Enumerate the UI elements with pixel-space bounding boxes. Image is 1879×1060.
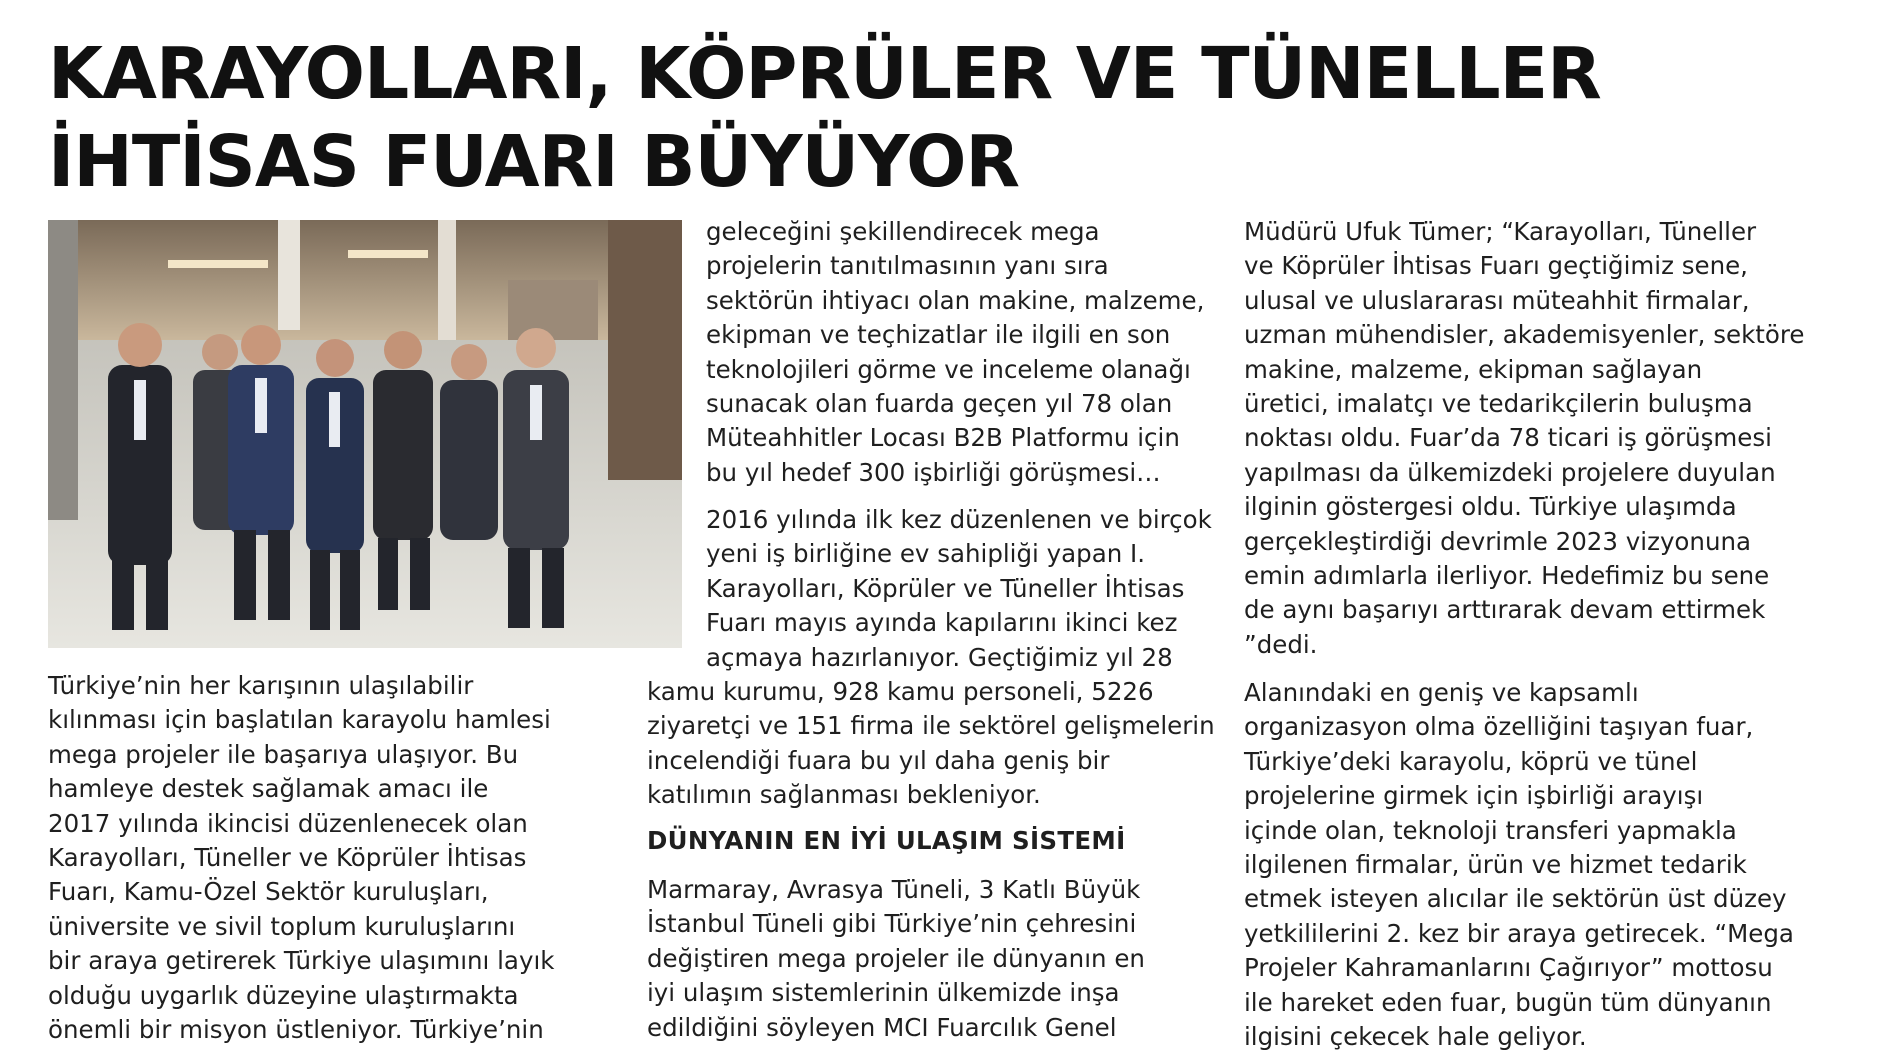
text-line: yapılması da ülkemizdeki projelere duyulan [1244,457,1776,487]
text-line: önemli bir misyon üstleniyor. Türkiye’nin [48,1015,544,1045]
article-photo [48,220,682,648]
text-line: edildiğini söyleyen MCI Fuarcılık Genel [647,1012,1117,1042]
text-line: iyi ulaşım sistemlerinin ülkemizde inşa [647,978,1120,1008]
column-2-paragraph-1 [706,215,1204,490]
text-line: ilgilenen firmalar, ürün ve hizmet tedarik [1244,850,1747,880]
text-line: ulusal ve uluslararası müteahhit firmalar, [1244,285,1750,315]
text-line: kılınması için başlatılan karayolu hamlesi [48,705,551,735]
text-line: geleceğini şekillendirecek mega [706,217,1100,246]
delegation-walking-photo [48,220,682,648]
text-line: kamu kurumu, 928 kamu personeli, 5226 [647,677,1154,706]
text-line: yeni iş birliğine ev sahipliği yapan I. [706,539,1146,569]
text-line: değiştiren mega projeler ile dünyanın en [647,943,1145,973]
column-2-paragraph-3 [647,873,1145,1045]
text-line: İstanbul Tüneli gibi Türkiye’nin çehresini [647,909,1137,939]
text-line: üniversite ve sivil toplum kuruluşlarını [48,911,516,941]
text-line: bir araya getirerek Türkiye ulaşımını layık [48,946,555,976]
text-line: ”dedi. [1244,629,1318,659]
text-line: Fuarı mayıs ayında kapılarını ikinci kez [706,608,1178,638]
text-line: uzman mühendisler, akademisyenler, sektöre [1244,320,1805,350]
text-line: katılımın sağlanması bekleniyor. [647,780,1041,810]
article-headline [48,30,1601,206]
column-1-paragraph [48,669,608,1047]
text-line: Müteahhitler Locası B2B Platformu için [706,423,1180,453]
text-line: etmek isteyen alıcılar ile sektörün üst düzey [1244,884,1787,914]
text-line: teknolojileri görme ve inceleme olanağı [706,354,1191,384]
text-line: Türkiye’nin her karışının ulaşılabilir [48,671,474,700]
column-3-paragraph-1 [1244,215,1804,662]
text-line: ziyaretçi ve 151 firma ile sektörel gelişmelerin [647,711,1215,741]
text-line: bu yıl hedef 300 işbirliği görüşmesi… [706,457,1161,487]
text-line: Fuarı, Kamu-Özel Sektör kuruluşları, [48,877,489,907]
text-line: yetkililerini 2. kez bir araya getirecek. “Mega [1244,918,1794,948]
text-line: sunacak olan fuarda geçen yıl 78 olan [706,389,1173,419]
text-line: Türkiye’deki karayolu, köprü ve tünel [1244,746,1698,776]
text-line: ile hareket eden fuar, bugün tüm dünyanın [1244,987,1772,1017]
text-line: sektörün ihtiyacı olan makine, malzeme, [706,285,1205,315]
text-line: gerçekleştirdiği devrimle 2023 vizyonuna [1244,526,1752,556]
text-line: Marmaray, Avrasya Tüneli, 3 Katlı Büyük [647,875,1141,904]
text-line: projelerine girmek için işbirliği arayışı [1244,781,1704,811]
section-subheading: DÜNYANIN EN İYİ ULAŞIM SİSTEMİ [647,826,1126,855]
text-line: açmaya hazırlanıyor. Geçtiğimiz yıl 28 [706,642,1173,672]
text-line: Müdürü Ufuk Tümer; “Karayolları, Tüneller [1244,217,1757,246]
text-line: mega projeler ile başarıya ulaşıyor. Bu [48,739,519,769]
text-line: makine, malzeme, ekipman sağlayan [1244,354,1703,384]
text-line: içinde olan, teknoloji transferi yapmakla [1244,815,1737,845]
text-line: noktası oldu. Fuar’da 78 ticari iş görüşmesi [1244,423,1772,453]
text-line: Projeler Kahramanlarını Çağırıyor” mottosu [1244,953,1773,983]
headline-line-1: KARAYOLLARI, KÖPRÜLER VE TÜNELLER [48,32,1601,115]
text-line: organizasyon olma özelliğini taşıyan fuar, [1244,712,1754,742]
text-line: hamleye destek sağlamak amacı ile [48,774,489,804]
text-line: incelendiği fuara bu yıl daha geniş bir [647,745,1110,775]
column-2-paragraph-2 [706,503,1212,675]
text-line: projelerin tanıtılmasının yanı sıra [706,251,1109,281]
text-line: üretici, imalatçı ve tedarikçilerin buluşma [1244,389,1753,419]
text-line: emin adımlarla ilerliyor. Hedefimiz bu sene [1244,561,1770,591]
text-line: Karayolları, Tüneller ve Köprüler İhtisas [48,843,527,873]
column-3-paragraph-2 [1244,676,1794,1054]
text-line: olduğu uygarlık düzeyine ulaştırmakta [48,980,519,1010]
text-line: 2016 yılında ilk kez düzenlenen ve birçok [706,505,1212,534]
text-line: de aynı başarıyı arttırarak devam ettirmek [1244,595,1766,625]
text-line: Karayolları, Köprüler ve Tüneller İhtisas [706,573,1185,603]
headline-line-2: İHTİSAS FUARI BÜYÜYOR [48,120,1020,203]
text-line: ve Köprüler İhtisas Fuarı geçtiğimiz sene, [1244,251,1748,281]
text-line: Alanındaki en geniş ve kapsamlı [1244,678,1639,707]
column-2-paragraph-2-continued [647,675,1215,813]
text-line: ilginin göstergesi oldu. Türkiye ulaşımda [1244,492,1737,522]
text-line: ilgisini çekecek hale geliyor. [1244,1022,1587,1052]
text-line: 2017 yılında ikincisi düzenlenecek olan [48,808,528,838]
text-line: ekipman ve teçhizatlar ile ilgili en son [706,320,1171,350]
